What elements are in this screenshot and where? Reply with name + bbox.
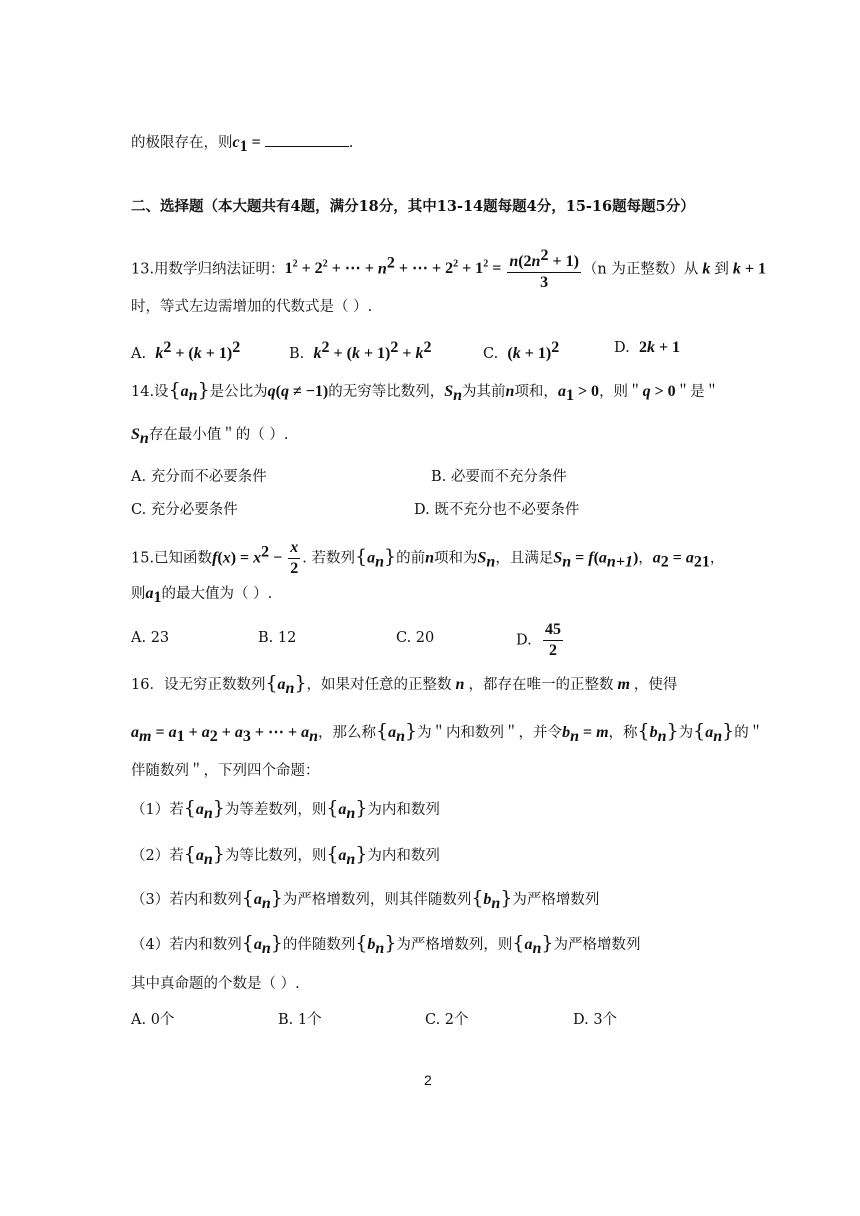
question-16-stem: 16．设无穷正数数列$\{a_n\}$，如果对任意的正整数 n ，都存在唯一的正整数 m ，使得 [131,672,678,697]
q16-claim-1: （1）若$\{a_n\}$为等差数列，则$\{a_n\}$为内和数列 [131,797,440,822]
q15-option-d: D. $\frac{45}{2}$ [516,621,561,659]
q15-option-a: A. 23 [131,630,170,646]
question-16-line2: $a_m = a_1 + a_2 + a_3$ + ⋯ + $a_n$，那么称$\{a_n\}$为＂内和数列＂，并令$b_n = m$，称$\{b_n\}$为$\{a_n\}$的＂ [131,720,764,745]
q14-option-c: C. 充分必要条件 [131,502,238,518]
limit-line: 的极限存在，则$c_1$ = . [131,134,354,155]
question-13-line2: 时，等式左边需增加的代数式是（ ）. [131,299,373,315]
q16-claim-3: （3）若内和数列$\{a_n\}$为严格增数列，则其伴随数列$\{b_n\}$为严格增数列 [131,887,600,912]
q16-claim-2: （2）若$\{a_n\}$为等比数列，则$\{a_n\}$为内和数列 [131,843,440,868]
q13-option-b: B. $k^2 + (k + 1)^2 + k^2$ [289,339,432,362]
q16-option-c: C. 2个 [425,1012,469,1028]
fraction: $\frac{n(2n^2 + 1)}{3}$ [509,247,579,291]
section-title: 二、选择题（本大题共有4题，满分18分，其中13-14题每题4分，15-16题每题5分） [131,198,695,215]
fraction: $\frac{x}{2}$ [290,539,299,577]
question-14-line2: $S_n$存在最小值＂的（ ）. [131,426,289,447]
q15-option-b: B. 12 [258,630,297,646]
answer-blank [265,132,349,147]
q16-option-a: A. 0个 [131,1012,175,1028]
q16-option-d: D. 3个 [573,1012,618,1028]
q16-option-b: B. 1个 [278,1012,322,1028]
q14-option-d: D. 既不充分也不必要条件 [414,502,580,518]
question-15-line2: 则$a_1$的最大值为（ ）. [131,585,273,606]
q13-option-c: C. $(k + 1)^2$ [483,339,560,362]
fraction: $\frac{45}{2}$ [544,621,561,659]
question-16-line3: 伴随数列＂，下列四个命题： [131,763,320,779]
page-number: 2 [424,1072,432,1088]
question-15-stem: 15.已知函数$f(x) = x^2$ − $\frac{x}{2}$ . 若数列$\{a_n\}$的前n项和为$S_n$，且满足$S_n = f(a_{n+1})$，$a_2 = a_{21}$， [131,539,725,577]
question-13-stem: 13.用数学归纳法证明：$1^2 + 2^2$ + ⋯ + $n^2$ + ⋯ + $2^2 + 1^2$ = $\frac{n(2n^2 + 1)}{3}$ （n 为正整数）从 k 到 k + 1 [131,247,766,291]
q15-option-c: C. 20 [396,630,435,646]
q16-claim-4: （4）若内和数列$\{a_n\}$的伴随数列$\{b_n\}$为严格增数列，则$\{a_n\}$为严格增数列 [131,932,641,957]
q13-option-a: A. $k^2 + (k + 1)^2$ [131,339,241,362]
question-14-stem: 14.设$\{a_n\}$是公比为q(q ≠ −1)的无穷等比数列，$S_n$为其前n项和，$a_1 > 0$，则＂q > 0＂是＂ [131,379,720,404]
q14-option-b: B. 必要而不充分条件 [431,469,567,485]
q14-option-a: A. 充分而不必要条件 [131,469,267,485]
question-16-tail: 其中真命题的个数是（ ）. [131,976,300,992]
q13-option-d: D. 2k + 1 [614,339,681,356]
